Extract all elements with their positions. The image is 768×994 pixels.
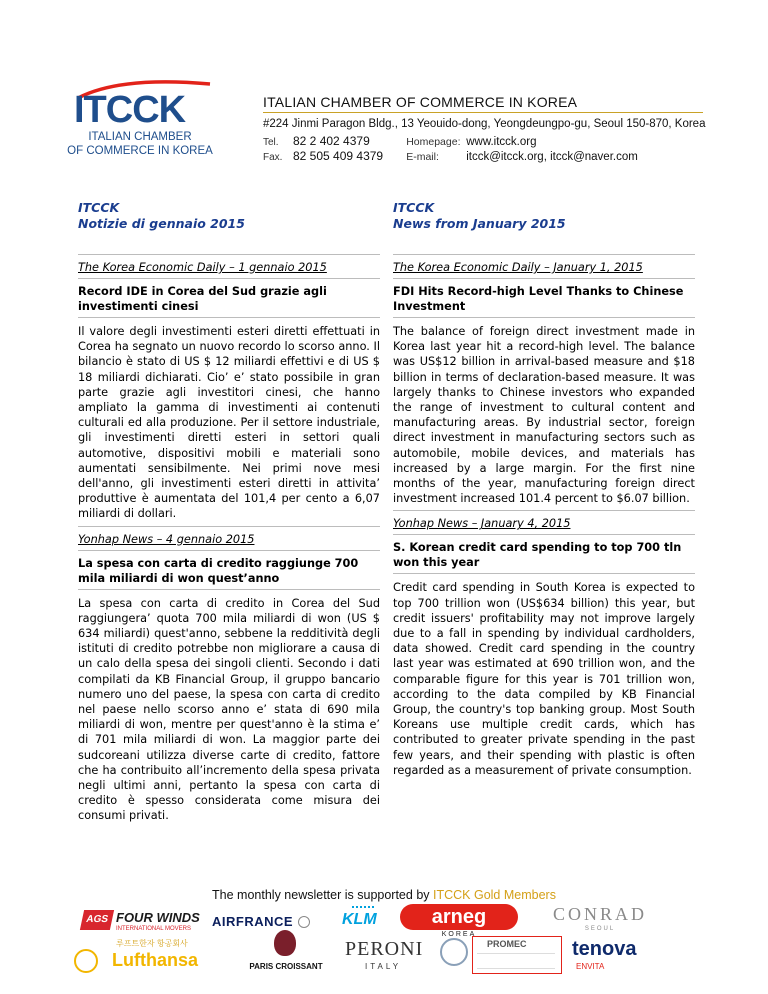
tel-label: Tel.: [263, 137, 279, 148]
four-winds-subtext: INTERNATIONAL MOVERS: [116, 926, 192, 932]
tenova-subtext: ENVITA: [576, 962, 605, 971]
airfrance-text: AIRFRANCE: [212, 914, 294, 929]
four-winds-logo: [82, 908, 202, 936]
conrad-text: CONRAD: [552, 904, 647, 924]
globe-icon: [440, 938, 468, 966]
promec-logo: [472, 936, 562, 974]
email-label: E-mail:: [406, 151, 439, 163]
airfrance-logo: [212, 913, 330, 929]
article-body: Credit card spending in South Korea is expected to top 700 trillion won (US$634 billion) this year, but credit issuers' profitability may not improve largely due to a fall in spending by individual cardholders, data showed. Credit card spending in the country last year was estimated at 690 trillion won, and the comparable figure for this year is 701 trillion won, according to the data compiled by KB Financial Group, the country's top banking group. Most South Koreans use multiple credit cards, which has contributed to greater private spending in the past few years, and their spending with plastic is often regarded as a measurement of private consumption.: [393, 581, 695, 777]
article-headline: La spesa con carta di credito raggiunge 700 mila miliardi di won quest’anno: [78, 556, 359, 585]
fax-label: Fax.: [263, 152, 283, 163]
english-org: ITCCK: [393, 200, 435, 215]
italian-edition: Notizie di gennaio 2015: [78, 216, 245, 231]
homepage-link[interactable]: www.itcck.org: [466, 136, 537, 148]
arneg-subtext: KOREA: [441, 931, 477, 938]
logo-subtitle-line1: ITALIAN CHAMBER: [88, 131, 192, 143]
email-link[interactable]: itcck@itcck.org, itcck@naver.com: [466, 151, 638, 163]
footer-text: The monthly newsletter is supported by: [212, 888, 430, 902]
svg-text:ITCCK: ITCCK: [74, 89, 186, 128]
header-rule: [263, 112, 703, 113]
conrad-subtext: SEOUL: [584, 926, 616, 932]
chamber-title: ITALIAN CHAMBER OF COMMERCE IN KOREA: [263, 94, 578, 110]
contact-block: [263, 134, 638, 164]
article-source: Yonhap News – 4 gennaio 2015: [78, 532, 255, 546]
logo-subtitle-line2: OF COMMERCE IN KOREA: [67, 145, 213, 157]
paris-croissant-text: PARIS CROISSANT: [249, 962, 323, 971]
article-headline: Record IDE in Corea del Sud grazie agli investimenti cinesi: [78, 285, 327, 313]
lufthansa-logo: [74, 938, 226, 974]
itcck-logo: [60, 78, 220, 168]
footer-support-line: [0, 888, 768, 902]
footer-gold-members: ITCCK Gold Members: [433, 888, 556, 902]
arneg-logo: [400, 904, 520, 938]
ags-mark: AGS: [80, 910, 114, 930]
peroni-logo: [345, 938, 437, 974]
lufthansa-crane-icon: [74, 949, 98, 973]
chamber-address: #224 Jinmi Paragon Bldg., 13 Yeouido-dong, Yeongdeungpo-gu, Seoul 150-870, Korea: [263, 118, 706, 130]
paris-croissant-icon: [274, 930, 296, 956]
article-body: The balance of foreign direct investment made in Korea last year hit a record-high level. The balance was US$12 billion in arrival-based measure and $18 billion in terms of declaration-based measure. It was largely thanks to Chinese investors who expanded the range of investment to cultural content and manufacturing areas. By industrial sector, foreign direct investment in manufacturing sectors such as automobile, mobile devices, and materials has increased by a large margin. For the first nine months of the year, manufacturing foreign direct investment increased 101.4 percent to $6.07 billion.: [393, 325, 695, 506]
english-column: [393, 200, 695, 778]
article-source: The Korea Economic Daily – 1 gennaio 2015: [78, 261, 327, 274]
article-headline: S. Korean credit card spending to top 700 tln won this year: [393, 541, 682, 570]
homepage-label: Homepage:: [406, 136, 461, 148]
fax-number: 82 505 409 4379: [293, 149, 384, 163]
article-headline: FDI Hits Record-high Level Thanks to Chinese Investment: [393, 285, 684, 313]
promec-fine-print: [477, 953, 555, 969]
tenova-text: tenova: [572, 938, 637, 960]
itcck-logo-mark: [60, 78, 220, 128]
lufthansa-korean-text: 루프트한자 항공회사: [116, 939, 188, 948]
lufthansa-text: Lufthansa: [112, 950, 199, 970]
promec-text: PROMEC: [487, 939, 527, 949]
tenova-logo: [572, 938, 662, 974]
paris-croissant-logo: [234, 930, 338, 974]
arneg-badge: arneg: [400, 904, 518, 930]
peroni-text: PERONI: [345, 938, 424, 960]
italian-org: ITCCK: [78, 200, 120, 215]
airfrance-icon: [298, 916, 310, 928]
article-source: The Korea Economic Daily – January 1, 2015: [393, 261, 643, 274]
four-winds-text: FOUR WINDS: [116, 910, 200, 925]
conrad-logo: [538, 904, 662, 936]
klm-text: KLM: [342, 911, 377, 928]
peroni-subtext: ITALY: [365, 962, 402, 971]
english-edition: News from January 2015: [393, 216, 566, 231]
tel-number: 82 2 402 4379: [293, 134, 370, 148]
article-source: Yonhap News – January 4, 2015: [393, 517, 571, 531]
klm-logo: [338, 906, 390, 930]
article-body: Il valore degli investimenti esteri diretti effettuati in Corea ha segnato un nuovo recordo lo scorso anno. Il bilancio è stato di US $ 12 miliardi effettivi e di US $ 18 miliardi dichiarati. Cio’ e’ stato possibile in gran parte grazie agli investitori cinesi, che hanno ampliato la gamma di investimenti ai contenuti culturali ed alla produzione. Per il settore industriale, gli investimenti diretti esteri in settori quali automotive, dispositivi mobili e materiali sono aumentati sensibilmente. Nei primi nove mesi dell'anno, gli investimenti esteri diretti in attivita’ produttive è aumentata del 101,4 per cento a 6,07 miliardi di dollari.: [78, 325, 380, 521]
article-body: La spesa con carta di credito in Corea del Sud raggiungera’ quota 700 mila miliardi di won (US $ 634 miliardi) quest'anno, sebbene la redditività degli istituti di credito potrebbe non migliorare a causa di un calo della spesa dei singoli clienti. Secondo i dati compilati da KB Financial Group, il gruppo bancario numero uno del paese, la spesa con carta di credito nel paese nello scorso anno e’ stata di 690 mila miliardi di won, mentre per quest'anno è la stima e’ di 701 mila miliardi di won. La maggior parte dei sudcoreani utilizza diverse carte di credito, fattore che ha contribuito all’incremento della spesa privata negli ultimi anni, pertanto la spesa con carta di credito è spesso considerata come misura dei consumi privati.: [78, 596, 380, 823]
italian-column: [78, 200, 380, 824]
